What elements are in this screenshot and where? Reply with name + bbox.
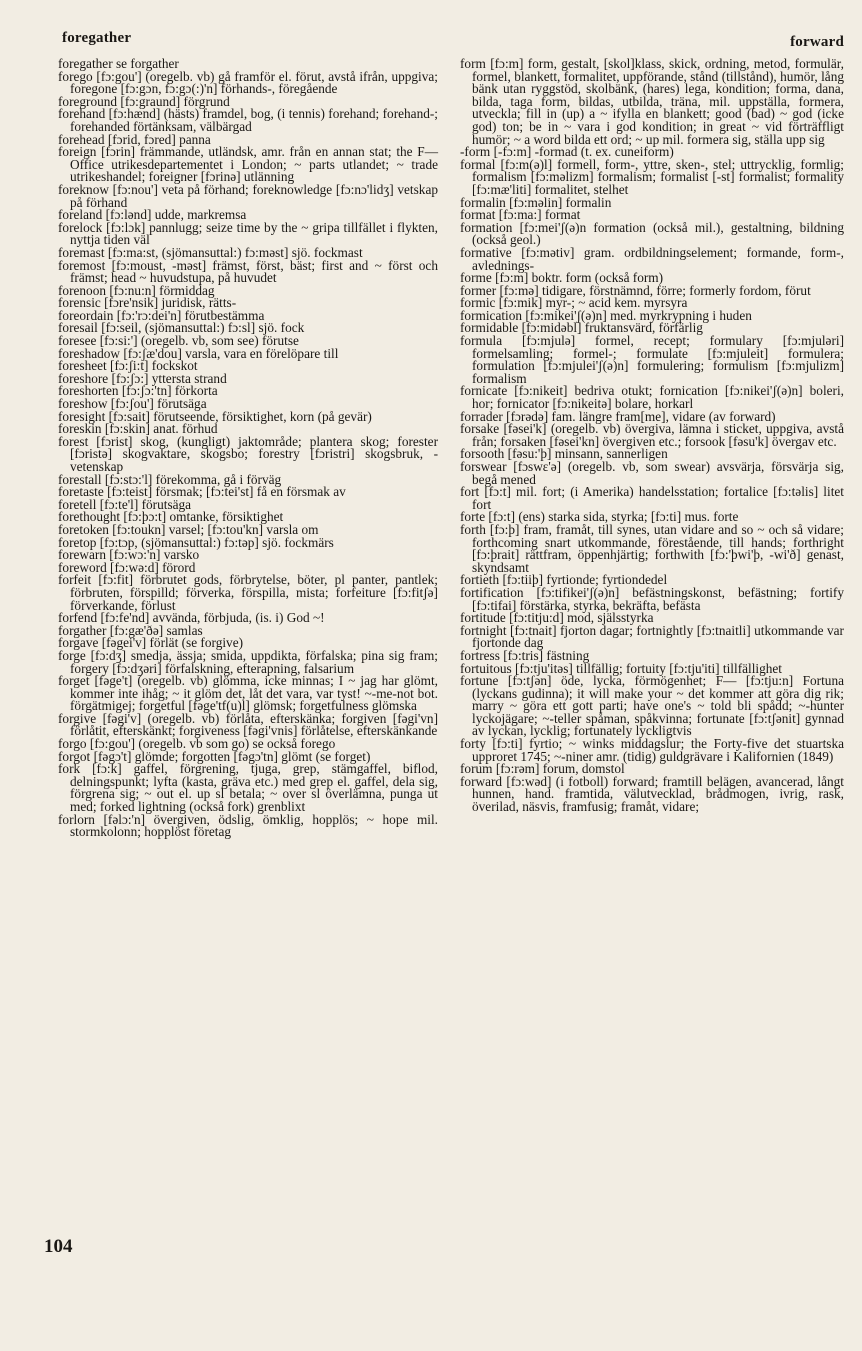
dictionary-entry: foresheet [fɔ:ʃi:t] fockskot: [58, 358, 198, 374]
dictionary-entry: forethought [fɔ:þɔ:t] omtanke, försiktighet: [58, 509, 284, 525]
dictionary-entry: fork [fɔ:k] gaffel, förgrening, tjuga, grep, stämgaffel, biflod, delningspunkt; lyfta (kasta, gräva etc.) med grep el. gaffel, dela sig, förgrena sig; ~ out el. up sl betala; ~ over sl överlämna, punga ut med; forked lightning (också fork) grenblixt: [58, 761, 438, 815]
dictionary-entry: forenoon [fɔ:nu:n] förmiddag: [58, 282, 215, 298]
dictionary-entry: formation [fɔ:mei'ʃ(ə)n formation (också mil.), gestaltning, bildning (också geol.): [460, 219, 844, 248]
dictionary-entry: foresight [fɔ:sait] förutseende, försiktighet, korn (på gevär): [58, 408, 372, 424]
dictionary-entry: formication [fɔ:mikei'ʃ(ə)n] med. myrkrypning i huden: [460, 307, 752, 323]
dictionary-entry: forgather [fɔ:gæ'ðə] samlas: [58, 622, 203, 638]
dictionary-entry: forget [fəge't] (oregelb. vb) glömma, icke minnas; I ~ jag har glömt, kommer inte ihåg; ~ it glöm det, låt det vara, var tyst! ~-me-not bot. förgätmigej; forgetful [fəge'tf(u)l] glömsk; forgetfulness glömska: [58, 673, 438, 714]
dictionary-entry: forewarn [fɔ:wɔ:'n] varsko: [58, 547, 200, 563]
dictionary-entry: formidable [fɔ:midəbl] fruktansvärd, förfärlig: [460, 320, 703, 336]
dictionary-entry: forrader [fɔrədə] fam. längre fram[me], vidare (av forward): [460, 408, 776, 424]
dictionary-entry: foreshorten [fɔ:ʃɔ:'tn] förkorta: [58, 383, 218, 399]
dictionary-entry: forego [fɔ:gou'] (oregelb. vb) gå framför el. förut, avstå ifrån, uppgiva; foregone [fɔ:gɔn, fɔ:gɔ(:)'n] förhands-, föregående: [58, 68, 438, 97]
dictionary-entry: forum [fɔ:rəm] forum, domstol: [460, 761, 625, 777]
dictionary-entry: forestall [fɔ:stɔ:'l] förekomma, gå i förväg: [58, 471, 282, 487]
dictionary-entry: fortnight [fɔ:tnait] fjorton dagar; fortnightly [fɔ:tnaitli] utkommande var fjortonde dag: [460, 622, 844, 651]
dictionary-entry: forte [fɔ:t] (ens) starka sida, styrka; [fɔ:ti] mus. forte: [460, 509, 739, 525]
dictionary-entry: fortitude [fɔ:titju:d] mod, själsstyrka: [460, 610, 654, 626]
dictionary-entry: forfeit [fɔ:fit] förbrutet gods, förbrytelse, böter, pl panter, pantlek; förbruten, förspilld; förverka, förspilla, mista; forfeiture [fɔ:fitʃə] förverkande, förlust: [58, 572, 438, 613]
dictionary-entry: forfend [fɔ:fe'nd] avvända, förbjuda, (is. i) God ~!: [58, 610, 325, 626]
dictionary-entry: forme [fɔ:m] boktr. form (också form): [460, 270, 664, 286]
dictionary-entry: forgave [fəgei'v] förlät (se forgive): [58, 635, 244, 651]
dictionary-entry: fortress [fɔ:tris] fästning: [460, 647, 590, 663]
dictionary-entry: foreskin [fɔ:skin] anat. förhud: [58, 421, 218, 437]
dictionary-entry: foreshadow [fɔ:ʃæ'dou] varsla, vara en förelöpare till: [58, 345, 339, 361]
dictionary-entry: foreign [fɔrin] främmande, utländsk, amr. från en annan stat; the F— Office utrikesdepartementet i London; ~ parts utlandet; ~ trade utrikeshandel; foreigner [fɔrinə] utlänning: [58, 144, 438, 185]
dictionary-entry: fortune [fɔ:tʃən] öde, lycka, förmögenhet; F— [fɔ:tju:n] Fortuna (lyckans gudinna); it will make your ~ det kommer att göra dig rik; marry ~ göra ett gott parti; have one's ~ told bli spådd; ~-hunter lyckojägare; ~-teller spåman, spåkvinna; fortunate [fɔ:tʃənit] gynnad av lyckan, lycklig; fortunately lyckligtvis: [460, 673, 844, 739]
dictionary-entry: forehead [fɔrid, fɔred] panna: [58, 131, 211, 147]
dictionary-entry: forgive [fəgi'v] (oregelb. vb) förlåta, efterskänka; forgiven [fəgi'vn] förlåtit, efterskänkt; forgiveness [fəgi'vnis] förlåtelse, efterskänkande: [58, 710, 438, 739]
dictionary-entry: formal [fɔ:m(ə)l] formell, form-, yttre, sken-, stel; uttrycklig, formlig; formalism [fɔ:məlizm] formalism; formalist [-st] formalist; formality [fɔ:mæ'liti] formalitet, stelhet: [460, 156, 844, 197]
dictionary-entry: foremost [fɔ:moust, -məst] främst, först, bäst; first and ~ först och främst; head ~ huvudstupa, på huvudet: [58, 257, 438, 286]
dictionary-entry: formula [fɔ:mjulə] formel, recept; formulary [fɔ:mjuləri] formelsamling; formel-; formulate [fɔ:mjuleit] formulera; formulation [fɔ:mjulei'ʃ(ə)n] formulering; formulism [fɔ:mjulizm] formalism: [460, 333, 844, 386]
dictionary-entry: foreknow [fɔ:nou'] veta på förhand; foreknowledge [fɔ:nɔ'lidʒ] vetskap på förhand: [58, 181, 438, 210]
page-number: 104: [44, 1236, 73, 1257]
dictionary-entry: form [fɔ:m] form, gestalt, [skol]klass, skick, ordning, metod, formulär, formel, blankett, formalitet, uppförande, stånd (tillstånd), humör, lång bänk utan ryggstöd, skolbänk, (hares) lega, kondition; forma, dana, bilda, taga form, bildas, utbilda, träna, mil. uppställa, formera, utveckla; fill in (up) a ~ ifylla en blankett; good (bad) ~ god (icke god) ton; be in ~ vara i god kondition; in great ~ vid förträffligt humör; ~ a word bilda ett ord; ~ up mil. formera sig, ställa upp sig: [460, 56, 844, 147]
dictionary-entry: fortieth [fɔ:tiiþ] fyrtionde; fyrtiondedel: [460, 572, 668, 588]
dictionary-entry: foresee [fɔ:si:'] (oregelb. vb, som see) förutse: [58, 333, 299, 349]
dictionary-entry: former [fɔ:mə] tidigare, förstnämnd, förre; formerly fordom, förut: [460, 282, 811, 298]
dictionary-entry: formalin [fɔ:məlin] formalin: [460, 194, 612, 210]
dictionary-entry: formic [fɔ:mik] myr-; ~ acid kem. myrsyra: [460, 295, 688, 311]
dictionary-entry: foreland [fɔ:lənd] udde, markremsa: [58, 207, 247, 223]
dictionary-entry: foretop [fɔ:tɔp, (sjömansuttal:) fɔ:təp] sjö. fockmärs: [58, 534, 334, 550]
dictionary-entry: forge [fɔ:dʒ] smedja, ässja; smida, uppdikta, förfalska; pina sig fram; forgery [fɔ:dʒəri] förfalskning, efterapning, falsarium: [58, 647, 438, 676]
right-column: [460, 58, 844, 814]
dictionary-entry: foregather se forgather: [58, 56, 179, 71]
dictionary-entry: format [fɔ:ma:] format: [460, 207, 581, 223]
dictionary-entry: foreordain [fɔ:'rɔ:dei'n] förutbestämma: [58, 307, 265, 323]
dictionary-entry: foreshow [fɔ:ʃou'] förutsäga: [58, 396, 207, 412]
dictionary-entry: forty [fɔ:ti] fyrtio; ~ winks middagslur; the Forty-five det stuartska upproret 1745; ~-niner amr. (tidig) guldgrävare i Kalifornien (1849): [460, 736, 844, 764]
dictionary-entry: forward [fɔ:wəd] (i fotboll) forward; framtill belägen, avancerad, långt hunnen, hand. framtida, välutvecklad, brådmogen, ivrig, rask, överilad, näsvis, framfusig; framåt, vidare;: [460, 773, 844, 815]
dictionary-entry: fornicate [fɔ:nikeit] bedriva otukt; fornication [fɔ:nikei'ʃ(ə)n] boleri, hor; fornicator [fɔ:nikeitə] bolare, horkarl: [460, 383, 844, 412]
dictionary-entry: forth [fɔ:þ] fram, framåt, till synes, utan vidare and so ~ och så vidare; forthcoming snart utkommande, förestående, till hands; forthright [fɔ:þrait] rättfram, öppenhjärtig; forthwith [fɔ:'þwi'þ, -wi'ð] genast, skyndsamt: [460, 521, 844, 575]
running-head-right: forward: [790, 34, 844, 50]
dictionary-entry: foresail [fɔ:seil, (sjömansuttal:) fɔ:sl] sjö. fock: [58, 320, 305, 336]
dictionary-entry: foreword [fɔ:wə:d] förord: [58, 559, 196, 575]
dictionary-entry: forsooth [fəsu:'þ] minsann, sannerligen: [460, 446, 668, 462]
dictionary-entry: forehand [fɔ:hænd] (hästs) framdel, bog, (i tennis) forehand; forehand-; forehanded förtänksam, välbärgad: [58, 106, 438, 134]
dictionary-entry: foretell [fɔ:te'l] förutsäga: [58, 496, 192, 512]
dictionary-entry: fortification [fɔ:tifikei'ʃ(ə)n] befästningskonst, befästning; fortify [fɔ:tifai] förstärka, styrka, bekräfta, befästa: [460, 584, 844, 613]
left-column: [58, 58, 438, 839]
dictionary-entry: forsake [fəsei'k] (oregelb. vb) övergiva, lämna i sticket, uppgiva, avstå från; forsaken [fəsei'kn] övergiven etc.; forsook [fəsu'k] övergav etc.: [460, 421, 844, 449]
dictionary-entry: foretaste [fɔ:teist] försmak; [fɔ:tei'st] få en försmak av: [58, 484, 346, 500]
dictionary-entry: forensic [fɔre'nsik] juridisk, rätts-: [58, 295, 237, 311]
dictionary-entry: forlorn [fəlɔ:'n] övergiven, ödslig, ömklig, hopplös; ~ hope mil. stormkolonn; hopplöst företag: [58, 811, 438, 840]
dictionary-entry: foreshore [fɔ:ʃɔ:] yttersta strand: [58, 370, 227, 386]
running-head-left: foregather: [62, 30, 132, 46]
dictionary-entry: forgot [fəgɔ't] glömde; forgotten [fəgɔ'tn] glömt (se forget): [58, 748, 371, 764]
dictionary-entry: fortuitous [fɔ:tju'itəs] tillfällig; fortuity [fɔ:tju'iti] tillfällighet: [460, 660, 783, 676]
dictionary-entry: foreground [fɔ:graund] förgrund: [58, 93, 230, 109]
dictionary-entry: -form [-fɔ:m] -formad (t. ex. cuneiform): [460, 144, 674, 160]
dictionary-entry: fort [fɔ:t] mil. fort; (i Amerika) handelsstation; fortalice [fɔ:təlis] litet fort: [460, 484, 844, 512]
dictionary-entry: forest [fɔrist] skog, (kungligt) jaktområde; plantera skog; forester [fɔristə] skogvaktare, skogsbo; forestry [fɔristri] skogsbruk, -vetenskap: [58, 433, 438, 474]
dictionary-entry: foretoken [fɔ:toukn] varsel; [fɔ:tou'kn] varsla om: [58, 521, 319, 537]
dictionary-entry: foremast [fɔ:ma:st, (sjömansuttal:) fɔ:məst] sjö. fockmast: [58, 244, 363, 260]
dictionary-entry: forelock [fɔ:lɔk] pannlugg; seize time by the ~ gripa tillfället i flykten, nyttja tiden väl: [58, 219, 438, 248]
dictionary-entry: forswear [fɔswɛ'ə] (oregelb. vb, som swear) avsvärja, försvärja sig, begå mened: [460, 459, 844, 487]
dictionary-entry: forgo [fɔ:gou'] (oregelb. vb som go) se också forego: [58, 736, 336, 752]
dictionary-entry: formative [fɔ:mətiv] gram. ordbildningselement; formande, form-, avlednings-: [460, 244, 844, 273]
